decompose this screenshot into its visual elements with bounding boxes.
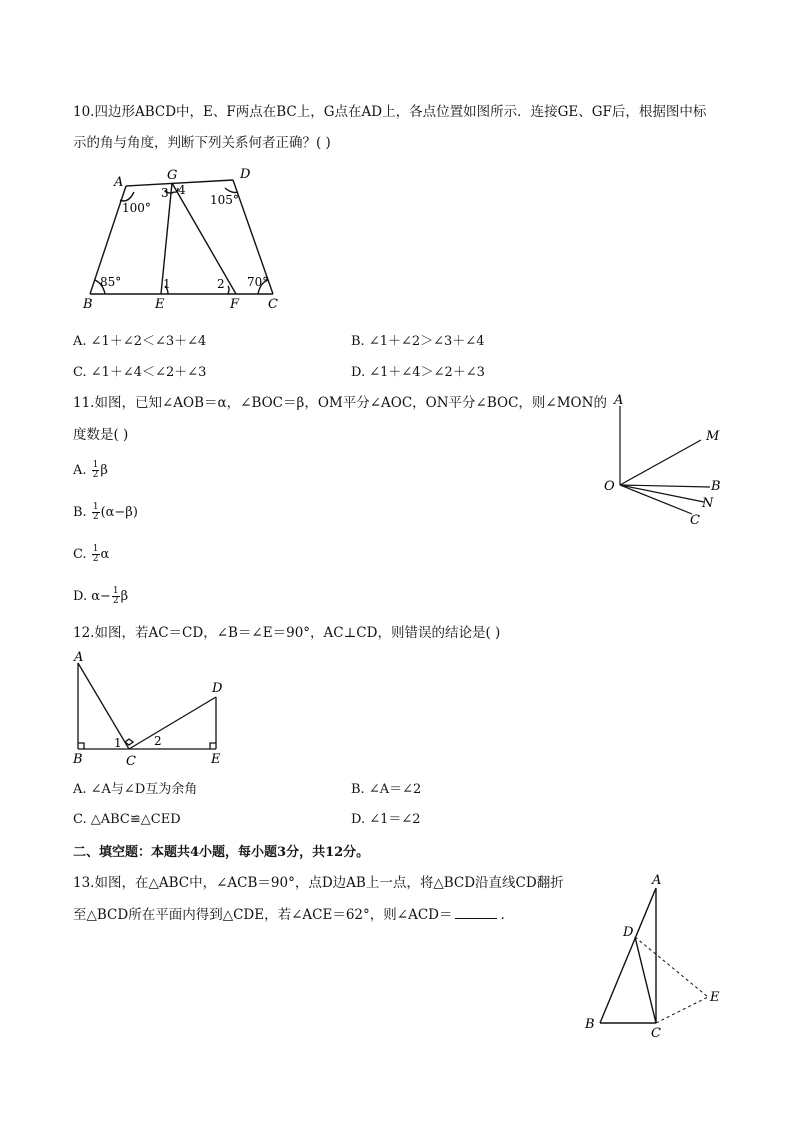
label-A: A: [114, 175, 124, 190]
segment-AB: [600, 888, 656, 1023]
angle-num-1: 1: [163, 277, 171, 291]
label-B: B: [73, 752, 83, 767]
label-A: A: [652, 873, 662, 888]
q10-figure: [70, 162, 300, 312]
label-E: E: [155, 297, 165, 312]
q11-figure: [598, 390, 733, 530]
q10-stem-line2: 示的角与角度，判断下列关系何者正确？( ): [73, 135, 331, 151]
q12-option-a: A. ∠A与∠D互为余角: [73, 782, 198, 797]
label-E: E: [211, 752, 221, 767]
q12-option-d: D. ∠1＝∠2: [351, 812, 421, 827]
label-B: B: [585, 1017, 595, 1032]
q12-stem: 12.如图，若AC＝CD，∠B＝∠E＝90°，AC⊥CD，则错误的结论是( ): [73, 625, 501, 641]
label-A: A: [74, 650, 84, 665]
angle-105: 105°: [210, 193, 239, 207]
dashed-CE: [656, 997, 708, 1023]
fraction-one-half: $\frac{1}{2}$: [92, 502, 99, 522]
q10-option-d: D. ∠1＋∠4＞∠2＋∠3: [351, 365, 485, 380]
angle-arc-2: [228, 286, 229, 294]
segment-DC: [635, 937, 656, 1023]
label-B: B: [711, 479, 721, 494]
q11-option-b: B. $\frac{1}{2}$ (α−β): [73, 502, 138, 522]
q13-figure: [580, 870, 730, 1045]
ray-OB: [620, 485, 710, 487]
label-A: A: [614, 393, 624, 408]
angle-num-2: 2: [154, 734, 162, 748]
label-F: F: [230, 297, 240, 312]
label-N: N: [702, 496, 714, 511]
label-E: E: [710, 990, 720, 1005]
fraction-one-half: $\frac{1}{2}$: [92, 460, 99, 480]
angle-70: 70°: [247, 275, 269, 289]
angle-100: 100°: [122, 201, 151, 215]
section-heading-fill-in: 二、填空题：本题共4小题，每小题3分，共12分。: [73, 845, 370, 860]
right-angle-E: [210, 743, 216, 749]
ray-OM: [620, 440, 701, 485]
label-D: D: [623, 925, 634, 940]
q12-figure: [66, 648, 236, 770]
q11-stem-line1: 11.如图，已知∠AOB＝α，∠BOC＝β，OM平分∠AOC，ON平分∠BOC，则∠MON的: [73, 395, 607, 411]
label-M: M: [706, 429, 720, 444]
q10-stem-line1: 10.四边形ABCD中，E、F两点在BC上，G点在AD上，各点位置如图所示．连接GE、GF后，根据图中标: [73, 104, 707, 120]
angle-num-3: 3: [161, 186, 169, 200]
fraction-one-half: $\frac{1}{2}$: [112, 586, 119, 606]
label-C: C: [126, 754, 136, 769]
label-D: D: [240, 167, 251, 182]
right-angle-B: [78, 743, 84, 749]
q11-option-a: A. $\frac{1}{2}$ β: [73, 460, 108, 480]
angle-num-2: 2: [217, 277, 225, 291]
angle-num-4: 4: [178, 183, 186, 197]
label-C: C: [268, 297, 278, 312]
ray-OC: [620, 485, 692, 514]
fraction-one-half: $\frac{1}{2}$: [92, 544, 99, 564]
segment-CD: [129, 697, 216, 749]
q12-option-b: B. ∠A＝∠2: [351, 782, 422, 797]
q13-stem-line2: 至△BCD所在平面内得到△CDE，若∠ACE＝62°，则∠ACD＝ .: [73, 907, 505, 923]
label-B: B: [83, 297, 93, 312]
label-O: O: [604, 479, 615, 494]
label-D: D: [212, 681, 223, 696]
q11-option-c: C. $\frac{1}{2}$ α: [73, 544, 110, 564]
label-C: C: [690, 513, 700, 528]
q11-stem-line2: 度数是( ): [73, 427, 129, 443]
q10-option-b: B. ∠1＋∠2＞∠3＋∠4: [351, 334, 485, 349]
angle-85: 85°: [100, 275, 122, 289]
dashed-DE: [635, 937, 708, 997]
label-C: C: [651, 1026, 661, 1041]
q12-option-c: C. △ABC≌△CED: [73, 812, 181, 827]
label-G: G: [167, 168, 178, 183]
answer-blank[interactable]: [455, 908, 497, 919]
q13-stem-line1: 13.如图，在△ABC中，∠ACB＝90°，点D边AB上一点，将△BCD沿直线CD翻折: [73, 875, 564, 891]
q11-option-d: D. α− $\frac{1}{2}$ β: [73, 586, 129, 606]
angle-num-1: 1: [114, 736, 122, 750]
ray-ON: [620, 485, 704, 502]
q10-option-a: A. ∠1＋∠2＜∠3＋∠4: [73, 334, 207, 349]
q10-option-c: C. ∠1＋∠4＜∠2＋∠3: [73, 365, 207, 380]
